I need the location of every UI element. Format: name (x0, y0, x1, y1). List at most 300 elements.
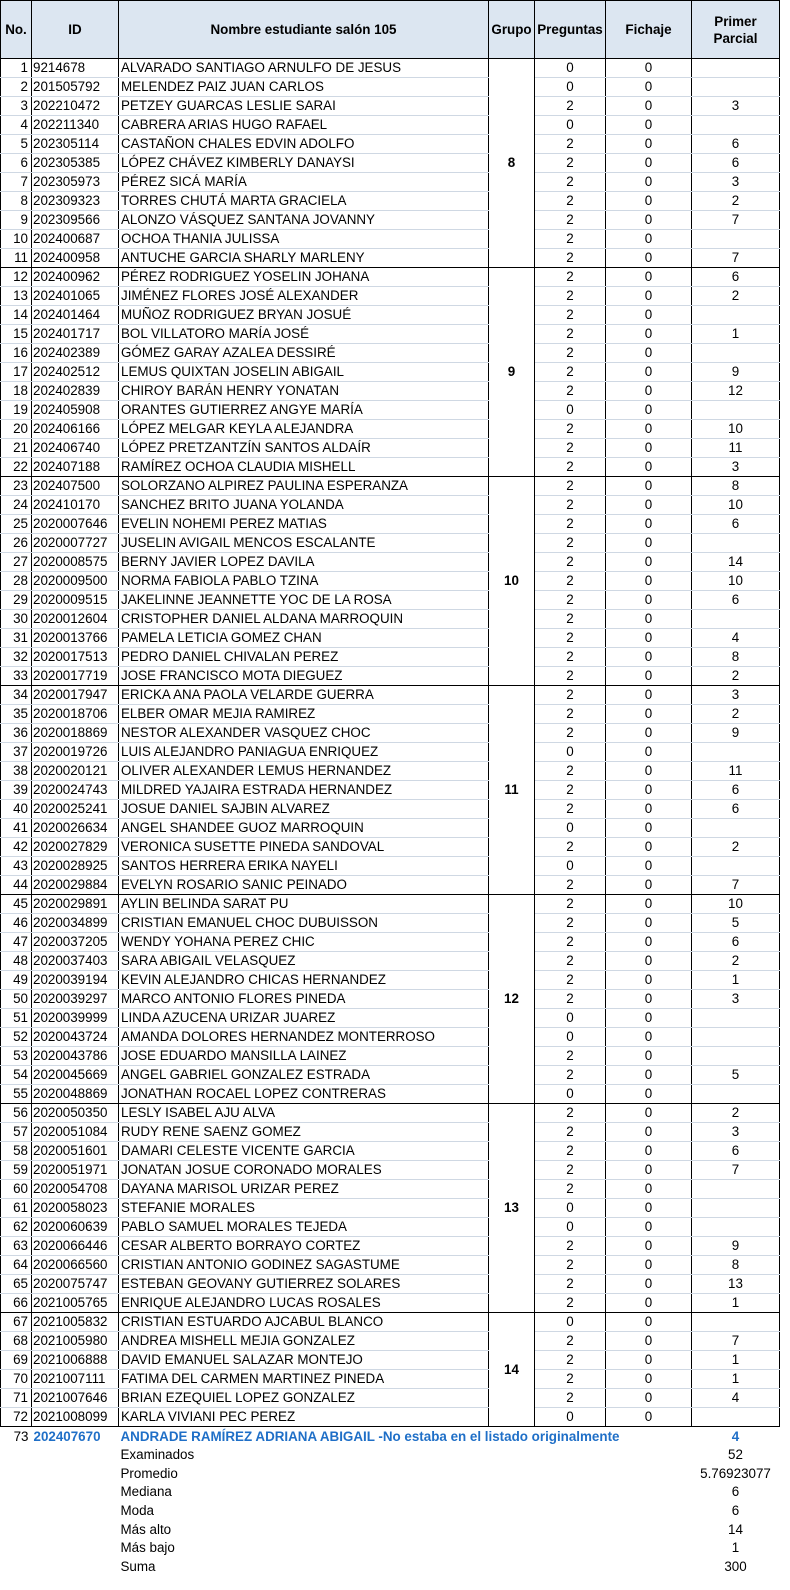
fichaje-cell[interactable]: 0 (606, 1351, 692, 1370)
preguntas-cell[interactable]: 2 (535, 838, 606, 857)
preguntas-cell[interactable]: 2 (535, 648, 606, 667)
preguntas-cell[interactable]: 2 (535, 762, 606, 781)
parcial-cell[interactable]: 7 (692, 876, 780, 895)
table-row[interactable] (1, 325, 780, 344)
parcial-cell[interactable]: 2 (692, 287, 780, 306)
student-name[interactable]: ANTUCHE GARCIA SHARLY MARLENY (119, 249, 489, 268)
preguntas-cell[interactable]: 2 (535, 287, 606, 306)
student-id[interactable]: 2020075747 (32, 1275, 119, 1294)
student-name[interactable]: ORANTES GUTIERREZ ANGYE MARÍA (119, 401, 489, 420)
table-row[interactable] (1, 1066, 780, 1085)
preguntas-cell[interactable]: 2 (535, 382, 606, 401)
student-name[interactable]: SANCHEZ BRITO JUANA YOLANDA (119, 496, 489, 515)
fichaje-cell[interactable]: 0 (606, 1408, 692, 1427)
preguntas-cell[interactable]: 2 (535, 667, 606, 686)
student-name[interactable]: MARCO ANTONIO FLORES PINEDA (119, 990, 489, 1009)
table-row[interactable] (1, 1389, 780, 1408)
parcial-cell[interactable] (692, 116, 780, 135)
parcial-cell[interactable]: 1 (692, 1351, 780, 1370)
header-no[interactable]: No. (1, 1, 32, 59)
preguntas-cell[interactable]: 2 (535, 325, 606, 344)
student-id[interactable]: 2020060639 (32, 1218, 119, 1237)
table-row[interactable] (1, 705, 780, 724)
preguntas-cell[interactable]: 0 (535, 1009, 606, 1028)
header-id[interactable]: ID (32, 1, 119, 59)
preguntas-cell[interactable]: 2 (535, 1294, 606, 1313)
fichaje-cell[interactable]: 0 (606, 420, 692, 439)
table-row[interactable] (1, 1313, 780, 1332)
student-id[interactable]: 2020017719 (32, 667, 119, 686)
preguntas-cell[interactable]: 2 (535, 1389, 606, 1408)
parcial-cell[interactable]: 10 (692, 895, 780, 914)
preguntas-cell[interactable]: 2 (535, 230, 606, 249)
preguntas-cell[interactable]: 2 (535, 363, 606, 382)
fichaje-cell[interactable]: 0 (606, 572, 692, 591)
student-name[interactable]: ALONZO VÁSQUEZ SANTANA JOVANNY (119, 211, 489, 230)
preguntas-cell[interactable]: 2 (535, 781, 606, 800)
student-name[interactable]: DAMARI CELESTE VICENTE GARCIA (119, 1142, 489, 1161)
parcial-cell[interactable]: 3 (692, 686, 780, 705)
student-name[interactable]: ANGEL SHANDEE GUOZ MARROQUIN (119, 819, 489, 838)
fichaje-cell[interactable]: 0 (606, 819, 692, 838)
table-row[interactable] (1, 135, 780, 154)
student-name[interactable]: PAMELA LETICIA GOMEZ CHAN (119, 629, 489, 648)
student-id[interactable]: 2020051601 (32, 1142, 119, 1161)
fichaje-cell[interactable]: 0 (606, 667, 692, 686)
table-row[interactable] (1, 192, 780, 211)
table-row[interactable] (1, 344, 780, 363)
parcial-cell[interactable]: 3 (692, 1123, 780, 1142)
preguntas-cell[interactable]: 2 (535, 686, 606, 705)
table-row[interactable] (1, 249, 780, 268)
table-row[interactable] (1, 876, 780, 895)
parcial-cell[interactable]: 6 (692, 781, 780, 800)
student-id[interactable]: 202402839 (32, 382, 119, 401)
preguntas-cell[interactable]: 2 (535, 135, 606, 154)
preguntas-cell[interactable]: 2 (535, 306, 606, 325)
student-id[interactable]: 2020012604 (32, 610, 119, 629)
preguntas-cell[interactable]: 0 (535, 1085, 606, 1104)
student-id[interactable]: 2020029891 (32, 895, 119, 914)
student-name[interactable]: JUSELIN AVIGAIL MENCOS ESCALANTE (119, 534, 489, 553)
student-name[interactable]: DAVID EMANUEL SALAZAR MONTEJO (119, 1351, 489, 1370)
parcial-cell[interactable]: 3 (692, 173, 780, 192)
parcial-cell[interactable]: 8 (692, 648, 780, 667)
student-id[interactable]: 2020039194 (32, 971, 119, 990)
student-id[interactable]: 9214678 (32, 59, 119, 78)
table-row[interactable] (1, 781, 780, 800)
student-name[interactable]: LÓPEZ CHÁVEZ KIMBERLY DANAYSI (119, 154, 489, 173)
student-id[interactable]: 2020028925 (32, 857, 119, 876)
student-id[interactable]: 2020050350 (32, 1104, 119, 1123)
table-row[interactable] (1, 382, 780, 401)
student-name[interactable]: STEFANIE MORALES (119, 1199, 489, 1218)
parcial-cell[interactable]: 8 (692, 1256, 780, 1275)
group-number[interactable]: 9 (489, 268, 535, 477)
fichaje-cell[interactable]: 0 (606, 990, 692, 1009)
table-row[interactable] (1, 667, 780, 686)
student-id[interactable]: 2020048869 (32, 1085, 119, 1104)
student-id[interactable]: 2020009515 (32, 591, 119, 610)
student-name[interactable]: BRIAN EZEQUIEL LOPEZ GONZALEZ (119, 1389, 489, 1408)
parcial-cell[interactable]: 11 (692, 439, 780, 458)
preguntas-cell[interactable]: 2 (535, 952, 606, 971)
group-number[interactable]: 13 (489, 1104, 535, 1313)
parcial-cell[interactable] (692, 1199, 780, 1218)
table-row[interactable] (1, 515, 780, 534)
fichaje-cell[interactable]: 0 (606, 1275, 692, 1294)
preguntas-cell[interactable]: 2 (535, 933, 606, 952)
group-number[interactable]: 12 (489, 895, 535, 1104)
table-row[interactable] (1, 306, 780, 325)
student-id[interactable]: 2020026634 (32, 819, 119, 838)
fichaje-cell[interactable]: 0 (606, 971, 692, 990)
student-name[interactable]: AMANDA DOLORES HERNANDEZ MONTERROSO (119, 1028, 489, 1047)
parcial-cell[interactable] (692, 819, 780, 838)
student-id[interactable]: 202402512 (32, 363, 119, 382)
student-name[interactable]: NORMA FABIOLA PABLO TZINA (119, 572, 489, 591)
preguntas-cell[interactable]: 2 (535, 173, 606, 192)
student-name[interactable]: CRISTIAN ESTUARDO AJCABUL BLANCO (119, 1313, 489, 1332)
group-number[interactable]: 8 (489, 59, 535, 268)
student-id[interactable]: 2020018869 (32, 724, 119, 743)
student-id[interactable]: 2020017513 (32, 648, 119, 667)
student-name[interactable]: BOL VILLATORO MARÍA JOSÉ (119, 325, 489, 344)
parcial-cell[interactable] (692, 1313, 780, 1332)
table-row[interactable] (1, 116, 780, 135)
student-name[interactable]: RAMÍREZ OCHOA CLAUDIA MISHELL (119, 458, 489, 477)
fichaje-cell[interactable]: 0 (606, 78, 692, 97)
fichaje-cell[interactable]: 0 (606, 515, 692, 534)
student-name[interactable]: SOLORZANO ALPIREZ PAULINA ESPERANZA (119, 477, 489, 496)
student-id[interactable]: 202210472 (32, 97, 119, 116)
preguntas-cell[interactable]: 2 (535, 629, 606, 648)
table-row[interactable] (1, 420, 780, 439)
fichaje-cell[interactable]: 0 (606, 610, 692, 629)
student-id[interactable]: 202407500 (32, 477, 119, 496)
parcial-cell[interactable] (692, 59, 780, 78)
preguntas-cell[interactable]: 2 (535, 1047, 606, 1066)
student-id[interactable]: 2021005765 (32, 1294, 119, 1313)
student-name[interactable]: MUÑOZ RODRIGUEZ BRYAN JOSUÉ (119, 306, 489, 325)
table-row[interactable] (1, 496, 780, 515)
parcial-cell[interactable] (692, 78, 780, 97)
table-row[interactable] (1, 743, 780, 762)
table-row[interactable] (1, 800, 780, 819)
table-row[interactable] (1, 1370, 780, 1389)
parcial-cell[interactable] (692, 1180, 780, 1199)
fichaje-cell[interactable]: 0 (606, 1332, 692, 1351)
preguntas-cell[interactable]: 0 (535, 1199, 606, 1218)
table-row[interactable] (1, 1009, 780, 1028)
table-row[interactable] (1, 154, 780, 173)
student-id[interactable]: 202305385 (32, 154, 119, 173)
student-name[interactable]: GÓMEZ GARAY AZALEA DESSIRÉ (119, 344, 489, 363)
fichaje-cell[interactable]: 0 (606, 857, 692, 876)
student-name[interactable]: PEDRO DANIEL CHIVALAN PEREZ (119, 648, 489, 667)
parcial-cell[interactable]: 5 (692, 914, 780, 933)
fichaje-cell[interactable]: 0 (606, 781, 692, 800)
student-name[interactable]: OLIVER ALEXANDER LEMUS HERNANDEZ (119, 762, 489, 781)
fichaje-cell[interactable]: 0 (606, 933, 692, 952)
preguntas-cell[interactable]: 2 (535, 439, 606, 458)
fichaje-cell[interactable]: 0 (606, 1313, 692, 1332)
table-row[interactable] (1, 230, 780, 249)
group-number[interactable]: 14 (489, 1313, 535, 1427)
table-row[interactable] (1, 401, 780, 420)
parcial-cell[interactable]: 7 (692, 1161, 780, 1180)
student-id[interactable]: 2020051084 (32, 1123, 119, 1142)
student-name[interactable]: JONATHAN ROCAEL LOPEZ CONTRERAS (119, 1085, 489, 1104)
student-id[interactable]: 2020039297 (32, 990, 119, 1009)
preguntas-cell[interactable]: 2 (535, 1161, 606, 1180)
student-id[interactable]: 202400962 (32, 268, 119, 287)
preguntas-cell[interactable]: 0 (535, 1028, 606, 1047)
table-row[interactable] (1, 629, 780, 648)
parcial-cell[interactable]: 6 (692, 1142, 780, 1161)
fichaje-cell[interactable]: 0 (606, 1370, 692, 1389)
preguntas-cell[interactable]: 0 (535, 857, 606, 876)
student-name[interactable]: TORRES CHUTÁ MARTA GRACIELA (119, 192, 489, 211)
fichaje-cell[interactable]: 0 (606, 59, 692, 78)
parcial-cell[interactable]: 8 (692, 477, 780, 496)
student-id[interactable]: 202211340 (32, 116, 119, 135)
student-name[interactable]: BERNY JAVIER LOPEZ DAVILA (119, 553, 489, 572)
fichaje-cell[interactable]: 0 (606, 211, 692, 230)
preguntas-cell[interactable]: 2 (535, 1332, 606, 1351)
table-row[interactable] (1, 1104, 780, 1123)
student-name[interactable]: CRISTIAN ANTONIO GODINEZ SAGASTUME (119, 1256, 489, 1275)
student-id[interactable]: 2020039999 (32, 1009, 119, 1028)
student-id[interactable]: 202405908 (32, 401, 119, 420)
preguntas-cell[interactable]: 2 (535, 154, 606, 173)
student-name[interactable]: ELBER OMAR MEJIA RAMIREZ (119, 705, 489, 724)
parcial-cell[interactable]: 2 (692, 192, 780, 211)
fichaje-cell[interactable]: 0 (606, 116, 692, 135)
student-id[interactable]: 2021007646 (32, 1389, 119, 1408)
preguntas-cell[interactable]: 2 (535, 344, 606, 363)
fichaje-cell[interactable]: 0 (606, 648, 692, 667)
preguntas-cell[interactable]: 2 (535, 553, 606, 572)
fichaje-cell[interactable]: 0 (606, 1161, 692, 1180)
parcial-cell[interactable]: 6 (692, 591, 780, 610)
student-name[interactable]: JAKELINNE JEANNETTE YOC DE LA ROSA (119, 591, 489, 610)
table-row[interactable] (1, 211, 780, 230)
table-row[interactable] (1, 724, 780, 743)
fichaje-cell[interactable]: 0 (606, 952, 692, 971)
fichaje-cell[interactable]: 0 (606, 1123, 692, 1142)
fichaje-cell[interactable]: 0 (606, 1104, 692, 1123)
student-id[interactable]: 2020034899 (32, 914, 119, 933)
student-id[interactable]: 2020027829 (32, 838, 119, 857)
student-id[interactable]: 2020037205 (32, 933, 119, 952)
parcial-cell[interactable] (692, 1028, 780, 1047)
student-name[interactable]: SANTOS HERRERA ERIKA NAYELI (119, 857, 489, 876)
table-row[interactable] (1, 1256, 780, 1275)
student-id[interactable]: 2020018706 (32, 705, 119, 724)
parcial-cell[interactable]: 9 (692, 724, 780, 743)
preguntas-cell[interactable]: 0 (535, 401, 606, 420)
parcial-cell[interactable] (692, 1009, 780, 1028)
student-id[interactable]: 202401065 (32, 287, 119, 306)
preguntas-cell[interactable]: 2 (535, 515, 606, 534)
parcial-cell[interactable]: 10 (692, 496, 780, 515)
preguntas-cell[interactable]: 0 (535, 819, 606, 838)
student-id[interactable]: 2020066446 (32, 1237, 119, 1256)
student-id[interactable]: 2020008575 (32, 553, 119, 572)
student-id[interactable]: 2020007727 (32, 534, 119, 553)
parcial-cell[interactable]: 6 (692, 933, 780, 952)
student-id[interactable]: 2021006888 (32, 1351, 119, 1370)
fichaje-cell[interactable]: 0 (606, 401, 692, 420)
preguntas-cell[interactable]: 2 (535, 458, 606, 477)
preguntas-cell[interactable]: 2 (535, 1275, 606, 1294)
table-row[interactable] (1, 990, 780, 1009)
student-id[interactable]: 2021005832 (32, 1313, 119, 1332)
extra-student-row[interactable] (1, 1427, 780, 1447)
fichaje-cell[interactable]: 0 (606, 534, 692, 553)
fichaje-cell[interactable]: 0 (606, 1256, 692, 1275)
preguntas-cell[interactable]: 2 (535, 1256, 606, 1275)
student-id[interactable]: 2020019726 (32, 743, 119, 762)
preguntas-cell[interactable]: 0 (535, 743, 606, 762)
student-name[interactable]: LINDA AZUCENA URIZAR JUAREZ (119, 1009, 489, 1028)
fichaje-cell[interactable]: 0 (606, 1009, 692, 1028)
parcial-cell[interactable] (692, 344, 780, 363)
parcial-cell[interactable]: 14 (692, 553, 780, 572)
header-fichaje[interactable]: Fichaje (606, 1, 692, 59)
table-row[interactable] (1, 572, 780, 591)
parcial-cell[interactable] (692, 1218, 780, 1237)
stat-value[interactable]: 1 (731, 1540, 740, 1556)
fichaje-cell[interactable]: 0 (606, 1047, 692, 1066)
header-primer-parcial[interactable] (692, 1, 780, 59)
fichaje-cell[interactable]: 0 (606, 249, 692, 268)
table-row[interactable] (1, 952, 780, 971)
fichaje-cell[interactable]: 0 (606, 382, 692, 401)
table-row[interactable] (1, 59, 780, 78)
parcial-cell[interactable]: 6 (692, 135, 780, 154)
fichaje-cell[interactable]: 0 (606, 306, 692, 325)
fichaje-cell[interactable]: 0 (606, 192, 692, 211)
table-row[interactable] (1, 1047, 780, 1066)
fichaje-cell[interactable]: 0 (606, 496, 692, 515)
preguntas-cell[interactable]: 2 (535, 876, 606, 895)
preguntas-cell[interactable]: 2 (535, 1370, 606, 1389)
fichaje-cell[interactable]: 0 (606, 914, 692, 933)
student-name[interactable]: LESLY ISABEL AJU ALVA (119, 1104, 489, 1123)
student-id[interactable]: 202309323 (32, 192, 119, 211)
fichaje-cell[interactable]: 0 (606, 477, 692, 496)
parcial-cell[interactable]: 2 (692, 952, 780, 971)
student-name[interactable]: JOSE FRANCISCO MOTA DIEGUEZ (119, 667, 489, 686)
student-name[interactable]: WENDY YOHANA PEREZ CHIC (119, 933, 489, 952)
table-row[interactable] (1, 648, 780, 667)
parcial-cell[interactable]: 2 (692, 667, 780, 686)
parcial-cell[interactable]: 1 (692, 1370, 780, 1389)
table-row[interactable] (1, 1332, 780, 1351)
student-name[interactable]: ERICKA ANA PAOLA VELARDE GUERRA (119, 686, 489, 705)
stat-value[interactable]: 6 (731, 1503, 740, 1519)
preguntas-cell[interactable]: 2 (535, 705, 606, 724)
table-row[interactable] (1, 819, 780, 838)
fichaje-cell[interactable]: 0 (606, 1028, 692, 1047)
student-name[interactable]: CESAR ALBERTO BORRAYO CORTEZ (119, 1237, 489, 1256)
student-name[interactable]: FATIMA DEL CARMEN MARTINEZ PINEDA (119, 1370, 489, 1389)
preguntas-cell[interactable]: 2 (535, 211, 606, 230)
parcial-cell[interactable] (692, 534, 780, 553)
table-row[interactable] (1, 1218, 780, 1237)
table-row[interactable] (1, 97, 780, 116)
student-name[interactable]: VERONICA SUSETTE PINEDA SANDOVAL (119, 838, 489, 857)
student-name[interactable]: KARLA VIVIANI PEC PEREZ (119, 1408, 489, 1427)
fichaje-cell[interactable]: 0 (606, 287, 692, 306)
student-id[interactable]: 202305973 (32, 173, 119, 192)
preguntas-cell[interactable]: 2 (535, 895, 606, 914)
student-id[interactable]: 201505792 (32, 78, 119, 97)
table-row[interactable] (1, 762, 780, 781)
parcial-cell[interactable] (692, 1408, 780, 1427)
fichaje-cell[interactable]: 0 (606, 154, 692, 173)
parcial-cell[interactable]: 7 (692, 211, 780, 230)
student-id[interactable]: 2020020121 (32, 762, 119, 781)
student-id[interactable]: 2020058023 (32, 1199, 119, 1218)
student-name[interactable]: MELENDEZ PAIZ JUAN CARLOS (119, 78, 489, 97)
student-name[interactable]: NESTOR ALEXANDER VASQUEZ CHOC (119, 724, 489, 743)
header-preguntas[interactable]: Preguntas (535, 1, 606, 59)
preguntas-cell[interactable]: 2 (535, 1142, 606, 1161)
student-id[interactable]: 2020037403 (32, 952, 119, 971)
extra-name[interactable]: ANDRADE RAMÍREZ ADRIANA ABIGAIL -No estaba en el listado originalmente (120, 1428, 620, 1444)
fichaje-cell[interactable]: 0 (606, 363, 692, 382)
student-name[interactable]: CASTAÑON CHALES EDVIN ADOLFO (119, 135, 489, 154)
parcial-cell[interactable]: 6 (692, 154, 780, 173)
parcial-cell[interactable]: 2 (692, 1104, 780, 1123)
fichaje-cell[interactable]: 0 (606, 97, 692, 116)
preguntas-cell[interactable]: 2 (535, 591, 606, 610)
parcial-cell[interactable] (692, 401, 780, 420)
student-id[interactable]: 2020029884 (32, 876, 119, 895)
stat-value[interactable]: 6 (731, 1484, 740, 1500)
table-row[interactable] (1, 971, 780, 990)
preguntas-cell[interactable]: 0 (535, 1313, 606, 1332)
preguntas-cell[interactable]: 2 (535, 1351, 606, 1370)
parcial-cell[interactable]: 12 (692, 382, 780, 401)
student-name[interactable]: CRISTIAN EMANUEL CHOC DUBUISSON (119, 914, 489, 933)
parcial-cell[interactable]: 6 (692, 268, 780, 287)
table-row[interactable] (1, 686, 780, 705)
table-row[interactable] (1, 1142, 780, 1161)
student-name[interactable]: PETZEY GUARCAS LESLIE SARAI (119, 97, 489, 116)
table-row[interactable] (1, 610, 780, 629)
student-name[interactable]: LUIS ALEJANDRO PANIAGUA ENRIQUEZ (119, 743, 489, 762)
table-row[interactable] (1, 1237, 780, 1256)
student-id[interactable]: 2020007646 (32, 515, 119, 534)
parcial-cell[interactable]: 2 (692, 838, 780, 857)
parcial-cell[interactable]: 1 (692, 971, 780, 990)
fichaje-cell[interactable]: 0 (606, 268, 692, 287)
preguntas-cell[interactable]: 2 (535, 192, 606, 211)
student-name[interactable]: MILDRED YAJAIRA ESTRADA HERNANDEZ (119, 781, 489, 800)
table-row[interactable] (1, 914, 780, 933)
extra-id[interactable]: 202407670 (33, 1428, 101, 1444)
preguntas-cell[interactable]: 0 (535, 116, 606, 135)
student-name[interactable]: EVELIN NOHEMI PEREZ MATIAS (119, 515, 489, 534)
fichaje-cell[interactable]: 0 (606, 838, 692, 857)
fichaje-cell[interactable]: 0 (606, 173, 692, 192)
preguntas-cell[interactable]: 2 (535, 97, 606, 116)
header-name[interactable]: Nombre estudiante salón 105 (119, 1, 489, 59)
